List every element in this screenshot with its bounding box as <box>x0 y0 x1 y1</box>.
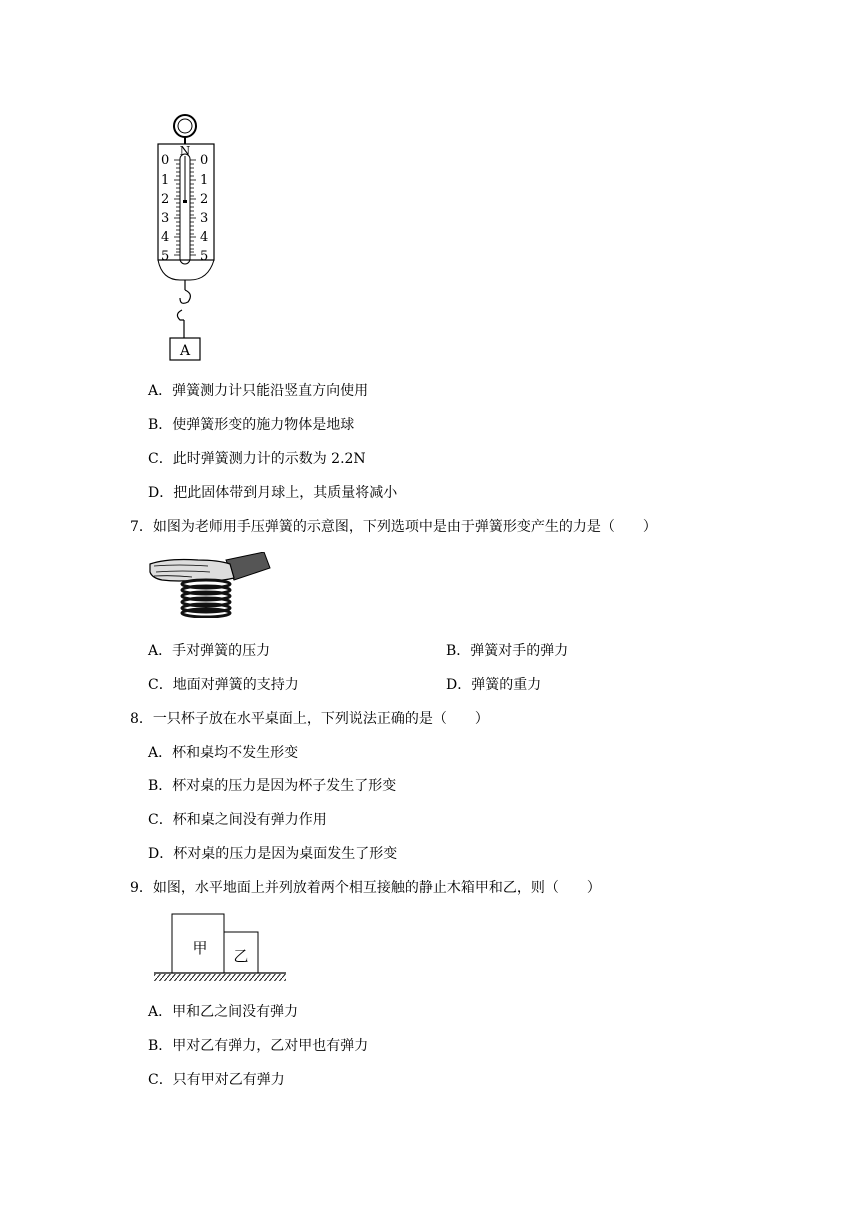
q7-option-b: B．弹簧对手的弹力 <box>446 643 569 659</box>
q8-option-c: C．杯和桌之间没有弹力作用 <box>148 812 327 828</box>
box-jia-label: 甲 <box>192 939 208 957</box>
tick-left-4: 4 <box>161 230 170 245</box>
tick-left-1: 1 <box>161 173 170 188</box>
tick-left-3: 3 <box>161 211 170 226</box>
tick-left-5: 5 <box>161 249 170 264</box>
two-boxes-figure <box>152 912 288 986</box>
tick-right-2: 2 <box>200 192 209 207</box>
q9-option-b: B．甲对乙有弹力，乙对甲也有弹力 <box>148 1038 369 1054</box>
tick-right-0: 0 <box>200 153 209 168</box>
q8-stem: 8．一只杯子放在水平桌面上，下列说法正确的是（ ） <box>130 711 489 727</box>
tick-right-5: 5 <box>200 249 209 264</box>
spring-scale-figure <box>150 112 230 364</box>
q6-option-a: A．弹簧测力计只能沿竖直方向使用 <box>148 383 369 399</box>
tick-right-1: 1 <box>200 173 209 188</box>
q7-option-c: C．地面对弹簧的支持力 <box>148 677 299 693</box>
tick-left-2: 2 <box>161 192 170 207</box>
q6-option-b: B．使弹簧形变的施力物体是地球 <box>148 417 355 433</box>
q8-option-a: A．杯和桌均不发生形变 <box>148 745 299 761</box>
q9-stem: 9．如图，水平地面上并列放着两个相互接触的静止木箱甲和乙，则（ ） <box>130 880 601 896</box>
q8-option-b: B．杯对桌的压力是因为杯子发生了形变 <box>148 778 397 794</box>
q7-option-d: D．弹簧的重力 <box>446 677 542 693</box>
tick-left-0: 0 <box>161 153 170 168</box>
tick-right-4: 4 <box>200 230 209 245</box>
q8-option-d: D．杯对桌的压力是因为桌面发生了形变 <box>148 846 398 862</box>
q9-option-c: C．只有甲对乙有弹力 <box>148 1072 285 1088</box>
scale-unit-label: N <box>179 144 191 158</box>
q9-option-a: A．甲和乙之间没有弹力 <box>148 1004 299 1020</box>
block-a-label: A <box>179 343 191 359</box>
tick-right-3: 3 <box>200 211 209 226</box>
q6-option-c: C．此时弹簧测力计的示数为 2.2N <box>148 451 366 467</box>
q7-stem: 7．如图为老师用手压弹簧的示意图，下列选项中是由于弹簧形变产生的力是（ ） <box>130 519 657 535</box>
hand-pressing-spring-figure <box>148 552 272 618</box>
q6-option-d: D．把此固体带到月球上，其质量将减小 <box>148 485 398 501</box>
q7-option-a: A．手对弹簧的压力 <box>148 643 271 659</box>
box-yi-label: 乙 <box>233 947 249 965</box>
